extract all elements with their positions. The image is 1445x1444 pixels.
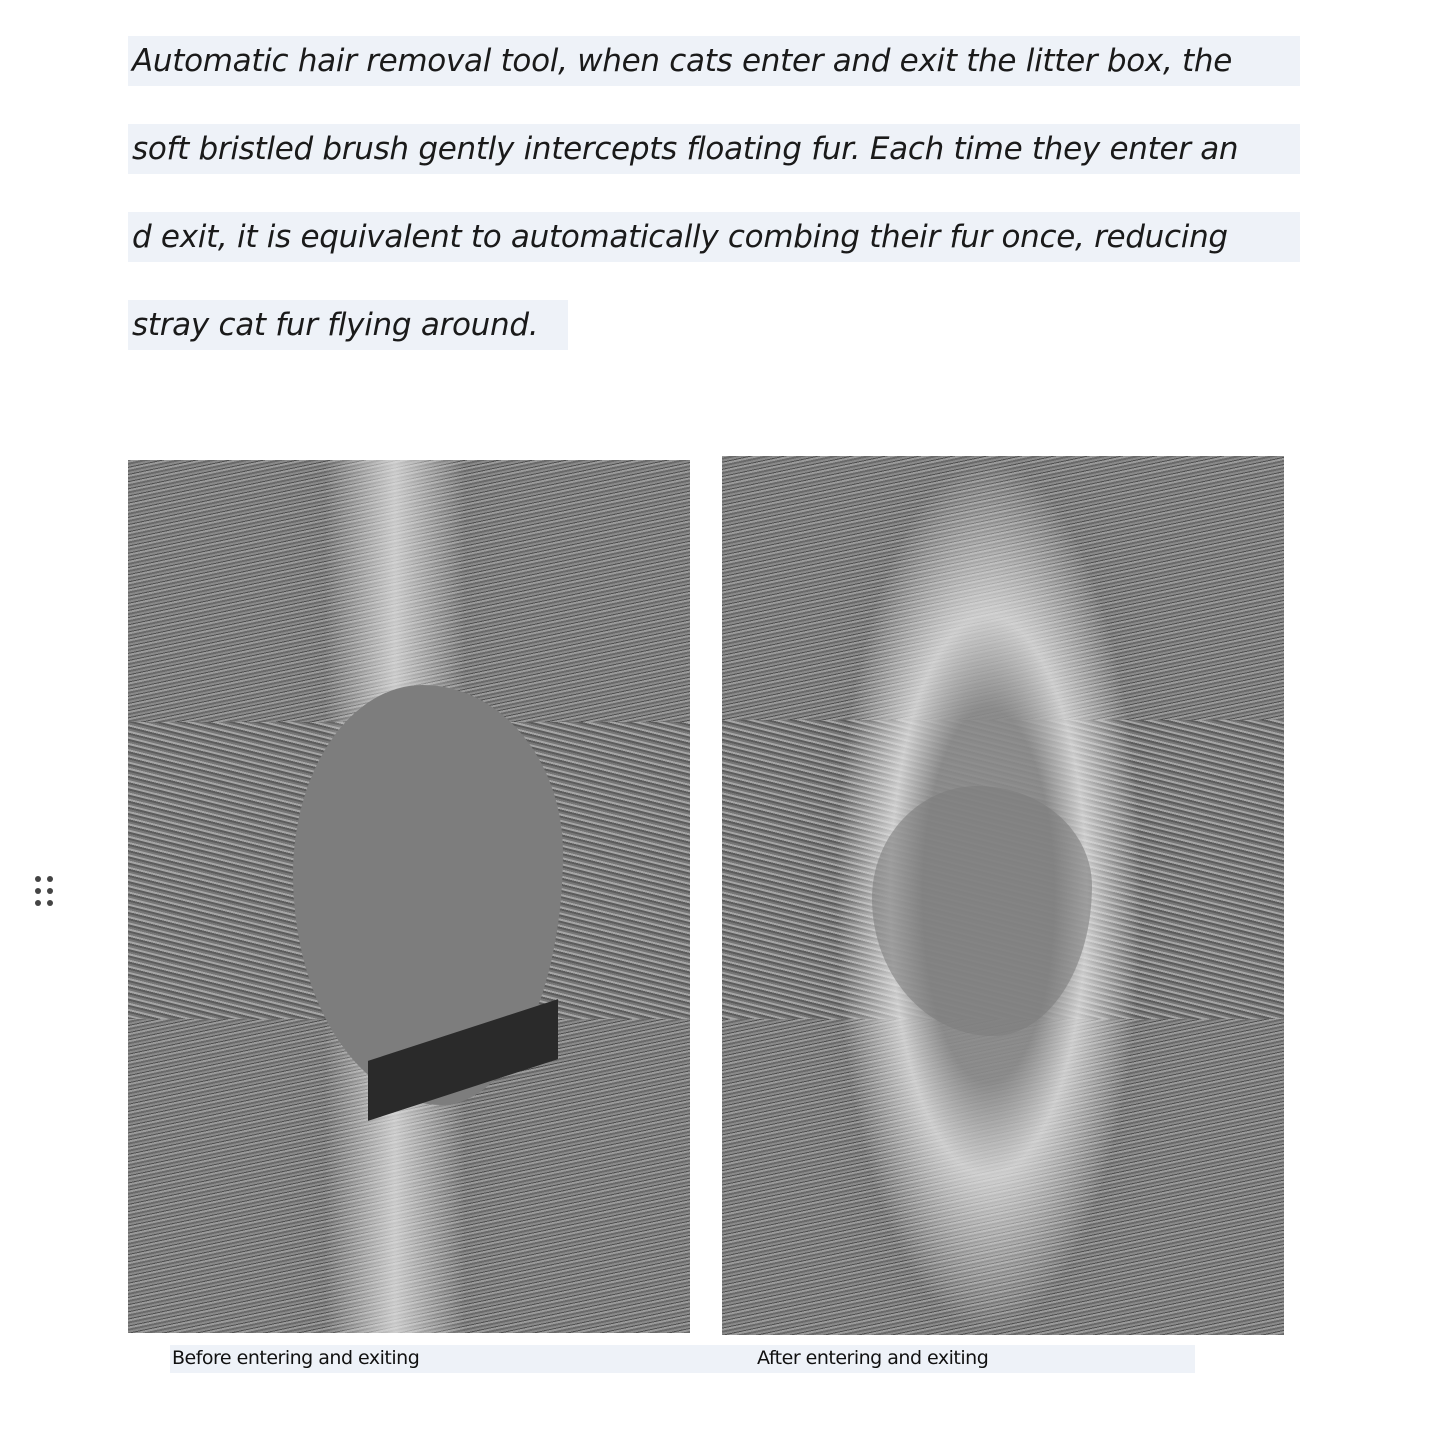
description-line-2: soft bristled brush gently intercepts floating fur. Each time they enter an xyxy=(128,124,1300,174)
description-line-3: d exit, it is equivalent to automatically combing their fur once, reducing xyxy=(128,212,1300,262)
before-caption: Before entering and exiting xyxy=(172,1347,420,1369)
after-image xyxy=(722,456,1284,1335)
description-line-4: stray cat fur flying around. xyxy=(128,300,568,350)
before-image xyxy=(128,460,690,1333)
description-line-1: Automatic hair removal tool, when cats enter and exit the litter box, the xyxy=(128,36,1300,86)
after-caption: After entering and exiting xyxy=(757,1347,989,1369)
drag-handle-icon[interactable] xyxy=(35,876,57,906)
